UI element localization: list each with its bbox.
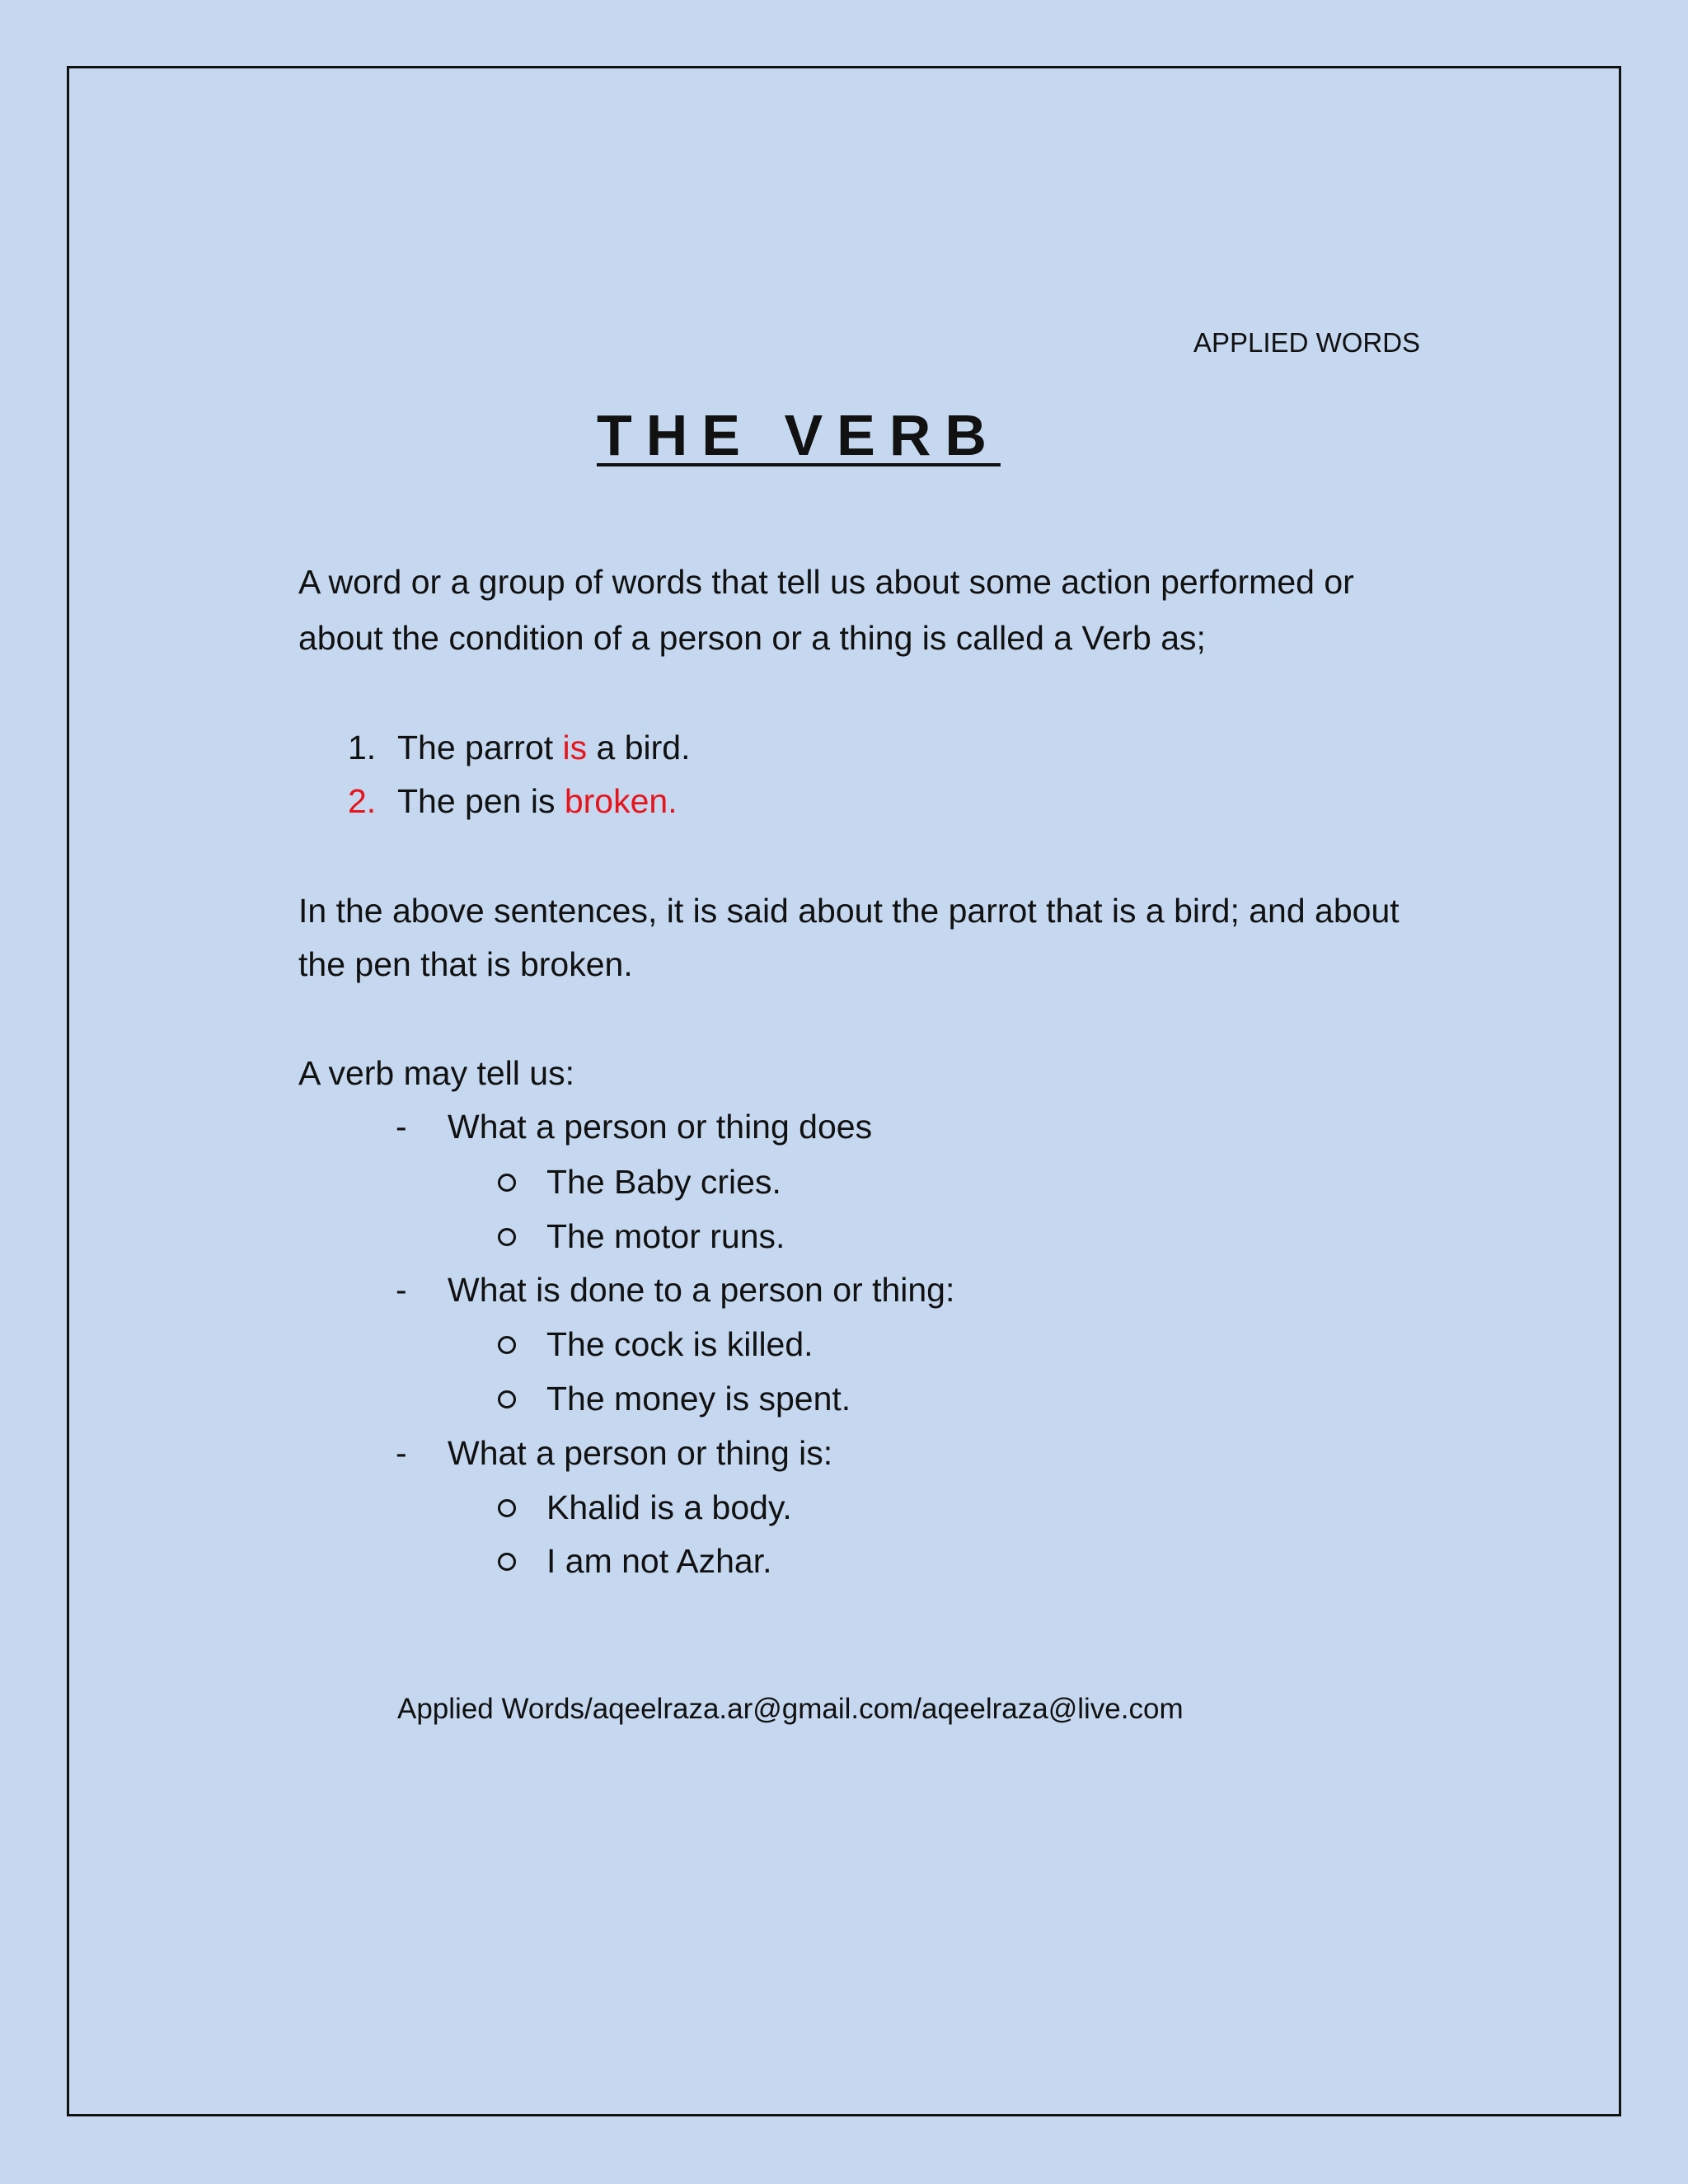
hollow-bullet-icon [498,1499,516,1517]
example-number-1: 1. [348,729,377,766]
group-heading-3: What a person or thing is: [448,1434,833,1472]
list-item: The Baby cries. [546,1163,781,1201]
list-item: Khalid is a body. [546,1488,792,1526]
page-title: THE VERB [597,403,1001,467]
example-text: The parrot [397,729,563,766]
verb-tells-intro: A verb may tell us: [298,1054,574,1092]
definition-line-1: A word or a group of words that tell us about some action performed or [298,563,1354,601]
hollow-bullet-icon [498,1228,516,1246]
example-sentence-2 [397,780,678,822]
example-verb-highlight: broken. [564,782,678,820]
footer-contact: Applied Words/aqeelraza.ar@gmail.com/aqeelraza@live.com [397,1693,1184,1725]
list-item: The money is spent. [546,1380,851,1418]
hollow-bullet-icon [498,1336,516,1354]
explanation-line-1: In the above sentences, it is said about the parrot that is a bird; and about [298,892,1400,930]
list-item: I am not Azhar. [546,1542,772,1580]
dash-marker: - [396,1271,407,1309]
hollow-bullet-icon [498,1553,516,1571]
example-text: The pen is [397,782,565,820]
group-heading-1: What a person or thing does [448,1108,873,1146]
list-item: The motor runs. [546,1217,785,1255]
group-heading-2: What is done to a person or thing: [448,1271,955,1309]
example-verb-highlight: is [562,729,588,766]
example-text: a bird. [587,729,691,766]
dash-marker: - [396,1434,407,1472]
list-item: The cock is killed. [546,1325,814,1363]
explanation-line-2: the pen that is broken. [298,945,633,983]
dash-marker: - [396,1108,407,1146]
definition-line-2: about the condition of a person or a thing is called a Verb as; [298,619,1206,657]
example-sentence-1 [397,727,691,768]
hollow-bullet-icon [498,1174,516,1192]
header-label: APPLIED WORDS [1193,327,1421,358]
example-number-2: 2. [348,782,377,820]
hollow-bullet-icon [498,1390,516,1408]
